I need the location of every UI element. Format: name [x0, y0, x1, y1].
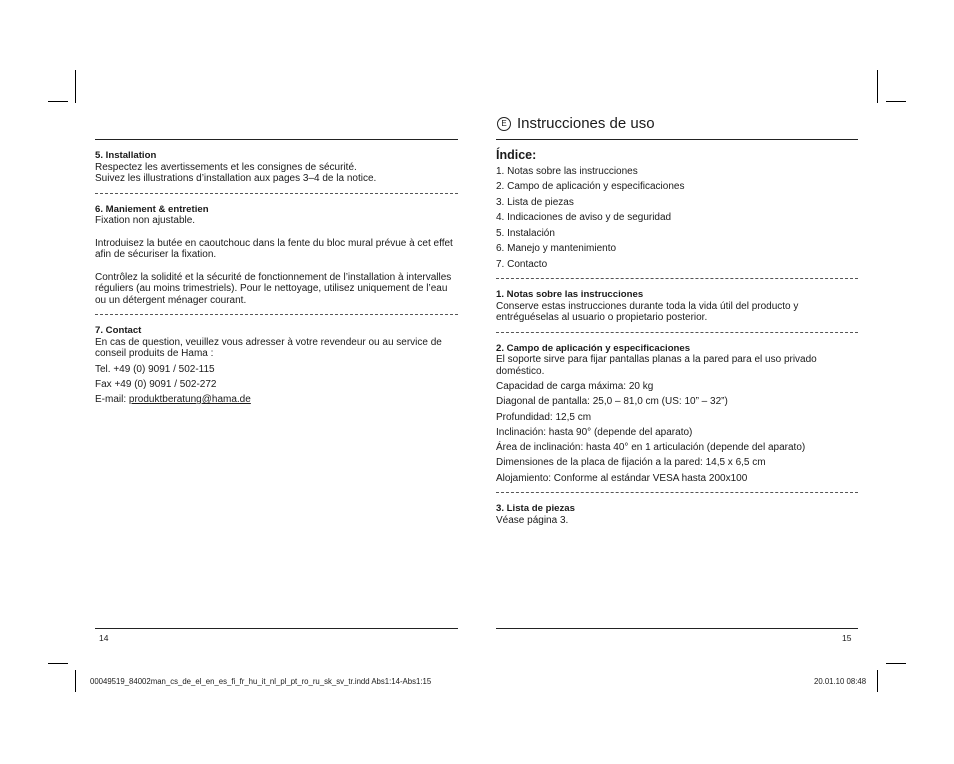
page-title-text: Instrucciones de uso — [517, 115, 655, 132]
spec-line: Dimensiones de la placa de fijación a la pared: 14,5 x 6,5 cm — [496, 457, 766, 469]
page-number-left: 14 — [99, 633, 109, 643]
dashed-divider — [496, 332, 858, 333]
right-column — [496, 150, 858, 526]
toc-item: 1. Notas sobre las instrucciones — [496, 165, 638, 177]
crop-mark — [886, 101, 906, 102]
paragraph: Véase página 3. — [496, 514, 569, 526]
email-label: E-mail: — [95, 394, 129, 406]
crop-mark — [48, 101, 68, 102]
language-badge: E — [497, 117, 511, 131]
text-line: Suivez les illustrations d’installation aux pages 3–4 de la notice. — [95, 173, 377, 184]
right-footer-rule — [496, 628, 858, 629]
toc-item: 4. Indicaciones de aviso y de seguridad — [496, 212, 672, 223]
spec-line: Área de inclinación: hasta 40° en 1 articulación (depende del aparato) — [496, 442, 806, 454]
crop-mark — [48, 663, 68, 664]
dashed-divider — [496, 278, 858, 279]
left-footer-rule — [95, 628, 458, 629]
section-heading: 7. Contact — [95, 325, 142, 336]
toc-item: 7. Contacto — [496, 258, 548, 270]
section-heading: 3. Lista de piezas — [496, 503, 575, 515]
paragraph: En cas de question, veuillez vous adresser à votre revendeur ou au service de conseil produits de Hama : — [95, 336, 442, 359]
crop-mark — [877, 70, 878, 103]
spec-line: Diagonal de pantalla: 25,0 – 81,0 cm (US: 10” – 32”) — [496, 396, 728, 408]
section-heading: 5. Installation — [95, 150, 157, 161]
fax-line: Fax +49 (0) 9091 / 502-272 — [95, 378, 217, 390]
spec-line: Profundidad: 12,5 cm — [496, 411, 592, 423]
crop-mark — [75, 670, 76, 692]
section-heading: 6. Maniement & entretien — [95, 203, 209, 215]
email-link[interactable]: produktberatung@hama.de — [128, 394, 251, 406]
email-line — [95, 394, 458, 406]
paragraph: El soporte sirve para fijar pantallas planas a la pared para el uso privado doméstico. — [496, 354, 817, 377]
dashed-divider — [496, 492, 858, 493]
section-application — [496, 343, 858, 485]
table-of-contents — [496, 166, 858, 271]
section-contact — [95, 325, 458, 406]
toc-item: 3. Lista de piezas — [496, 196, 574, 208]
paragraph: Conserve estas instrucciones durante toda la vida útil del producto y entréguéselas al usuario o propietario posterior. — [496, 300, 799, 323]
left-header-rule — [95, 139, 458, 140]
spec-line: Inclinación: hasta 90° (depende del aparato) — [496, 426, 693, 438]
right-header-rule — [496, 139, 858, 140]
left-column — [95, 150, 458, 409]
text-line: Fixation non ajustable. — [95, 215, 196, 226]
dashed-divider — [95, 193, 458, 194]
toc-item: 6. Manejo y mantenimiento — [496, 243, 617, 254]
phone-line: Tel. +49 (0) 9091 / 502-115 — [95, 363, 215, 375]
crop-mark — [877, 670, 878, 692]
section-notes — [496, 289, 858, 324]
section-heading: 2. Campo de aplicación y especificaciones — [496, 342, 691, 354]
section-heading: 1. Notas sobre las instrucciones — [496, 289, 644, 300]
spec-line: Capacidad de carga máxima: 20 kg — [496, 381, 654, 392]
spec-line: Alojamiento: Conforme al estándar VESA hasta 200x100 — [496, 472, 748, 484]
index-heading: Índice: — [496, 148, 537, 162]
file-slug: 00049519_84002man_cs_de_el_en_es_fi_fr_hu_it_nl_pl_pt_ro_ru_sk_sv_tr.indd Abs1:14-Abs1:15 — [90, 677, 432, 686]
paragraph: Contrôlez la solidité et la sécurité de fonctionnement de l’installation à intervalles réguliers (au moins trimestriels). Pour le nettoyage, utilisez uniquement de l’eau ou un détergent ménager courant. — [95, 271, 452, 306]
page-title — [497, 115, 655, 132]
text-line: Respectez les avertissements et les consignes de sécurité. — [95, 161, 357, 173]
toc-item: 2. Campo de aplicación y especificaciones — [496, 181, 685, 192]
paragraph: Introduisez la butée en caoutchouc dans la fente du bloc mural prévue à cet effet afin de sécuriser la fixation. — [95, 237, 453, 260]
crop-mark — [886, 663, 906, 664]
section-maintenance — [95, 204, 458, 307]
section-installation — [95, 150, 458, 185]
date-slug: 20.01.10 08:48 — [814, 677, 867, 686]
section-parts — [496, 503, 858, 526]
page-number-right: 15 — [842, 633, 852, 643]
crop-mark — [75, 70, 76, 103]
dashed-divider — [95, 314, 458, 315]
toc-item: 5. Instalación — [496, 227, 555, 239]
